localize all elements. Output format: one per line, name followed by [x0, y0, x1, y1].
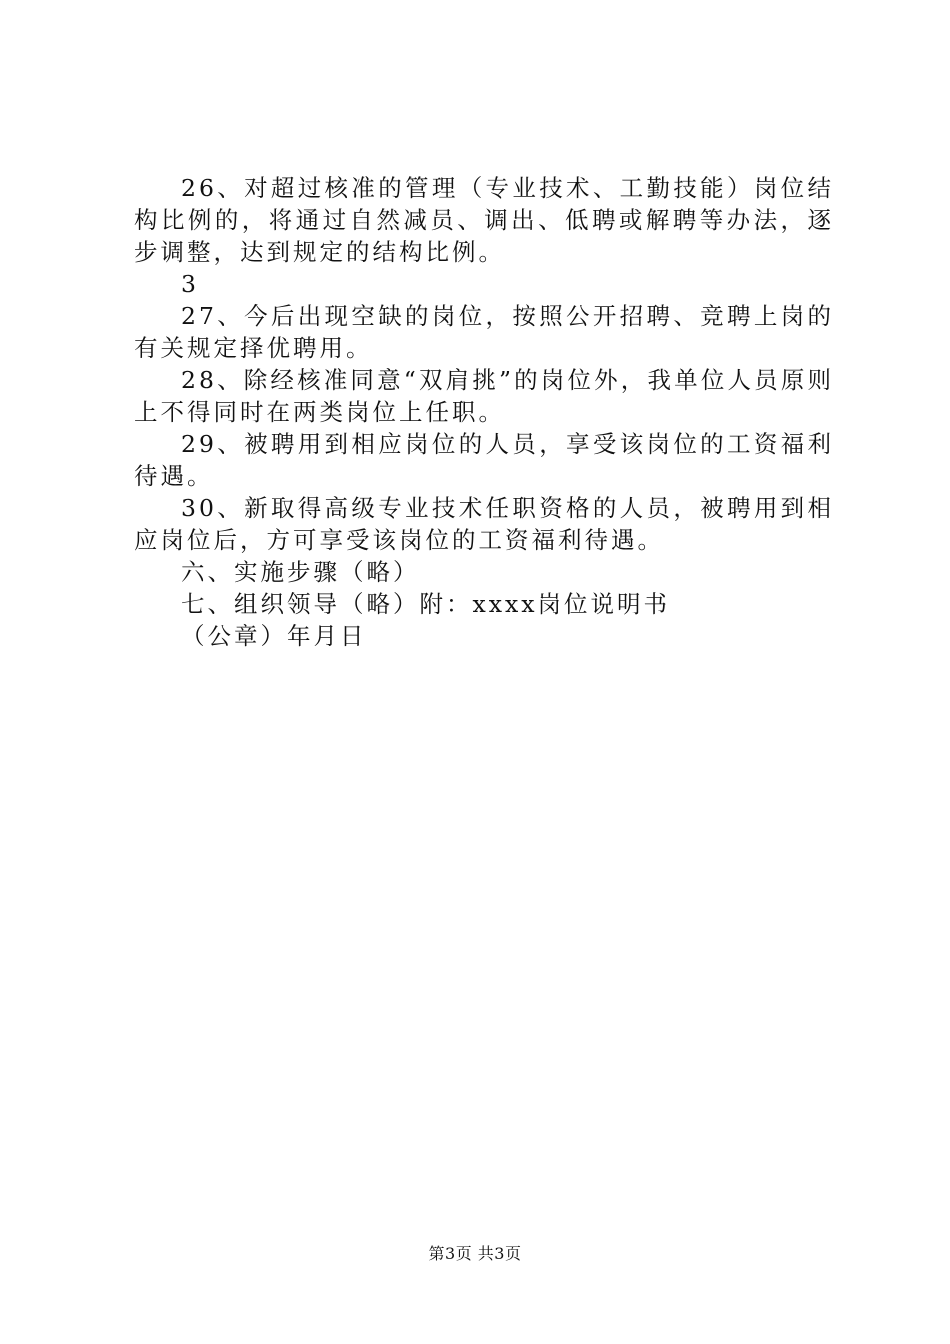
document-body [134, 172, 834, 652]
paragraph-item-26: 26、对超过核准的管理（专业技术、工勤技能）岗位结构比例的，将通过自然减员、调出、低聘或解聘等办法，逐步调整，达到规定的结构比例。 [134, 174, 834, 266]
paragraph-item-28: 28、除经核准同意“双肩挑”的岗位外，我单位人员原则上不得同时在两类岗位上任职。 [134, 366, 834, 426]
paragraph-item-29: 29、被聘用到相应岗位的人员，享受该岗位的工资福利待遇。 [134, 430, 834, 490]
section-implementation-steps: 六、实施步骤（略） [181, 558, 420, 586]
seal-and-date-line: （公章）年月日 [181, 622, 367, 650]
paragraph-item-27: 27、今后出现空缺的岗位，按照公开招聘、竞聘上岗的有关规定择优聘用。 [134, 302, 834, 362]
page-number-marker: 3 [181, 270, 199, 298]
section-organization-leadership: 七、组织领导（略）附：xxxx岗位说明书 [181, 590, 671, 618]
paragraph-item-30: 30、新取得高级专业技术任职资格的人员，被聘用到相应岗位后，方可享受该岗位的工资福利待遇。 [134, 494, 834, 554]
page-footer: 第3页 共3页 [428, 1244, 522, 1263]
